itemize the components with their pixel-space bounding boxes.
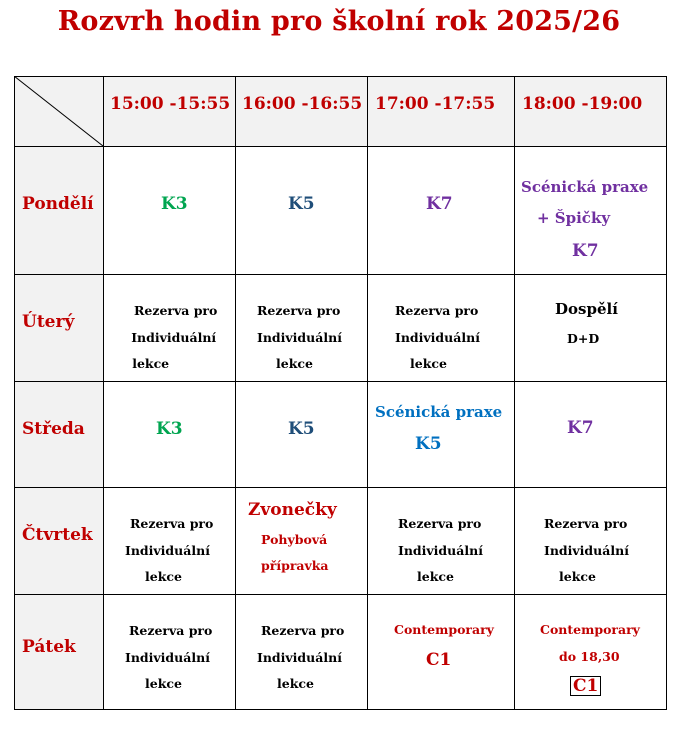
reserve-line: Rezerva pro — [129, 623, 213, 638]
grid-line — [235, 76, 236, 710]
class-k5: K5 — [415, 434, 442, 454]
class-k7: K7 — [567, 418, 594, 438]
grid-line — [666, 76, 667, 710]
reserve-note — [125, 511, 214, 591]
grid-line — [103, 76, 104, 710]
scenic-practice: Scénická praxe — [375, 403, 503, 421]
day-label: Pondělí — [22, 194, 94, 214]
reserve-line: lekce — [417, 569, 454, 584]
class-k3: K3 — [156, 419, 183, 439]
reserve-note — [125, 618, 213, 698]
grid-line — [514, 76, 515, 710]
reserve-line: lekce — [132, 356, 170, 371]
corner-diagonal — [14, 76, 103, 146]
class-k3: K3 — [161, 194, 188, 214]
reserve-line: Rezerva pro — [257, 303, 341, 318]
until-time: do 18,30 — [559, 649, 620, 664]
reserve-line: Rezerva pro — [395, 303, 479, 318]
reserve-line: Individuální — [131, 329, 217, 345]
reserve-line: lekce — [559, 569, 596, 584]
day-label: Pátek — [22, 637, 76, 657]
pointe-shoes: + Špičky — [537, 209, 611, 227]
reserve-line: Individuální — [257, 649, 342, 665]
reserve-note — [130, 298, 217, 378]
day-label: Čtvrtek — [22, 525, 93, 545]
class-k5: K5 — [288, 419, 315, 439]
reserve-line: Rezerva pro — [261, 623, 345, 638]
reserve-note — [544, 511, 629, 591]
reserve-note — [395, 298, 480, 378]
class-c1-boxed — [570, 676, 601, 696]
grid-line — [14, 487, 667, 488]
reserve-line: Individuální — [398, 542, 483, 558]
reserve-line: Individuální — [125, 649, 210, 665]
time-header: 17:00 -17:55 — [375, 94, 496, 114]
class-c1-label: C1 — [570, 676, 601, 696]
reserve-line: Individuální — [544, 542, 629, 558]
contemporary-class: Contemporary — [540, 622, 640, 637]
time-header: 18:00 -19:00 — [522, 94, 643, 114]
movement-prep: přípravka — [261, 558, 329, 573]
day-label: Úterý — [22, 312, 75, 332]
class-k7: K7 — [426, 194, 453, 214]
reserve-note — [257, 618, 345, 698]
reserve-line: Individuální — [395, 329, 480, 345]
bells-class: Zvonečky — [248, 500, 337, 520]
grid-line — [14, 381, 667, 382]
reserve-line: Rezerva pro — [544, 516, 628, 531]
grid-line — [14, 76, 15, 710]
reserve-line: Individuální — [125, 542, 210, 558]
adults-class: Dospělí — [555, 300, 618, 318]
reserve-line: lekce — [410, 356, 447, 371]
grid-line — [367, 76, 368, 710]
grid-line — [14, 709, 667, 710]
time-header: 16:00 -16:55 — [242, 94, 363, 114]
movement-prep: Pohybová — [261, 532, 328, 547]
reserve-line: lekce — [277, 676, 314, 691]
class-k7: K7 — [572, 241, 599, 261]
grid-line — [14, 146, 667, 147]
day-label: Středa — [22, 419, 85, 439]
reserve-line: lekce — [145, 569, 182, 584]
reserve-line: Individuální — [257, 329, 342, 345]
reserve-line: lekce — [276, 356, 313, 371]
class-k5: K5 — [288, 194, 315, 214]
grid-line — [14, 274, 667, 275]
grid-line — [14, 76, 667, 77]
reserve-note — [257, 298, 342, 378]
reserve-line: Rezerva pro — [398, 516, 482, 531]
grid-line — [14, 594, 667, 595]
page-title: Rozvrh hodin pro školní rok 2025/26 — [57, 6, 621, 37]
class-c1: C1 — [426, 650, 452, 670]
reserve-line: Rezerva pro — [130, 516, 214, 531]
reserve-line: lekce — [145, 676, 182, 691]
adults-code: D+D — [567, 331, 600, 346]
scenic-practice: Scénická praxe — [521, 178, 649, 196]
reserve-line: Rezerva pro — [134, 303, 218, 318]
contemporary-class: Contemporary — [394, 622, 494, 637]
time-header: 15:00 -15:55 — [110, 94, 231, 114]
reserve-note — [398, 511, 483, 591]
